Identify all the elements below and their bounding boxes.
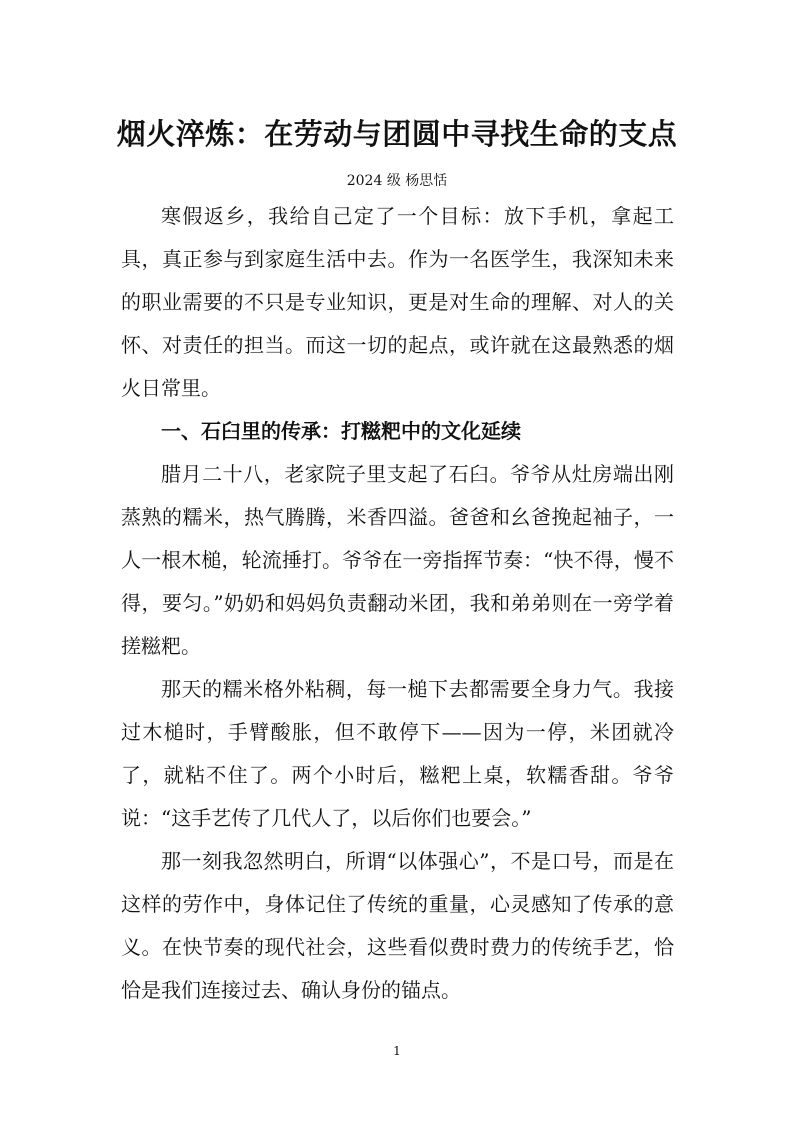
page-number: 1: [393, 1044, 401, 1058]
section-heading: 一、石臼里的传承：打糍粑中的文化延续: [161, 419, 521, 443]
author-line: 2024 级 杨思恬: [346, 173, 448, 189]
paragraph-ciba-labor: 那天的糯米格外粘稠，每一槌下去都需要全身力气。我接过木槌时，手臂酸胀，但不敢停下——因为一停，米团就冷了，就粘不住了。两个小时后，糍粑上桌，软糯香甜。爷爷说：“这手艺传了几代人了，以后你们也要会。”: [121, 677, 674, 830]
paragraph-ciba-scene: 腊月二十八，老家院子里支起了石臼。爷爷从灶房端出刚蒸熟的糯米，热气腾腾，米香四溢。爸爸和幺爸挽起袖子，一人一根木槌，轮流捶打。爷爷在一旁指挥节奏：“快不得，慢不得，要匀。”奶奶和妈妈负责翻动米团，我和弟弟则在一旁学着搓糍粑。: [121, 462, 674, 658]
document-title: 烟火淬炼：在劳动与团圆中寻找生命的支点: [116, 117, 678, 151]
paragraph-reflection: 那一刻我忽然明白，所谓“以体强心”，不是口号，而是在这样的劳作中，身体记住了传统的重量，心灵感知了传承的意义。在快节奏的现代社会，这些看似费时费力的传统手艺，恰恰是我们连接过去、确认身份的锚点。: [121, 849, 674, 1002]
document-body: [121, 195, 674, 1012]
paragraph-intro: 寒假返乡，我给自己定了一个目标：放下手机，拿起工具，真正参与到家庭生活中去。作为一名医学生，我深知未来的职业需要的不只是专业知识，更是对生命的理解、对人的关怀、对责任的担当。而这一切的起点，或许就在这最熟悉的烟火日常里。: [121, 204, 674, 400]
